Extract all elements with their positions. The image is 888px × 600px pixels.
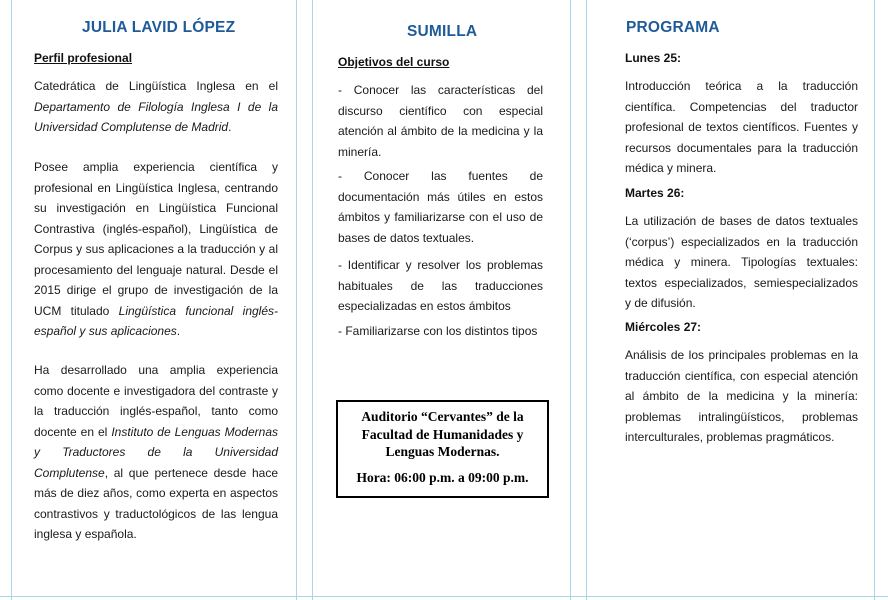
profile-panel [34, 0, 278, 600]
institute-name: Instituto de Lenguas Modernas y Traductores de la Universidad Complutense [34, 424, 278, 480]
fold-line-right [874, 0, 875, 600]
program-panel [625, 0, 858, 600]
text-span: Posee amplia experiencia científica y profesional en Lingüística Inglesa, centrando su investigación en Lingüística Funcional Contrastiva (inglés-español), Lingüística de Corpus y sus aplicaciones a la traducción y al procesamiento del lenguaje natural. Desde el 2015 dirige el grupo de investigación de la UCM titulado [34, 160, 278, 318]
program-day-title: Lunes 25: [625, 51, 682, 65]
profile-subheading: Perfil profesional [34, 51, 133, 65]
text-span: . [176, 324, 181, 338]
objectives-subheading: Objetivos del curso [338, 55, 450, 69]
program-heading: PROGRAMA [626, 19, 720, 36]
program-day-title: Martes 26: [625, 186, 685, 200]
fold-line-1a [296, 0, 297, 600]
summary-heading: SUMILLA [407, 23, 478, 40]
venue-text: Auditorio “Cervantes” de la Facultad de Humanidades y Lenguas Modernas. [361, 409, 524, 459]
objective-item: - Conocer las características del discurso científico con especial atención al ámbito de la medicina y la minería. [338, 83, 543, 159]
text-span: . [228, 120, 232, 134]
objective-item: - Familiarizarse con los distintos tipos [338, 324, 538, 338]
research-group-name: Lingüística funcional inglés-español y sus aplicaciones [34, 303, 278, 338]
profile-heading: JULIA LAVID LÓPEZ [82, 19, 236, 36]
fold-line-left [11, 0, 12, 600]
profile-paragraph-3 [34, 360, 278, 545]
text-span: Catedrática de Lingüística Inglesa en el [34, 79, 278, 93]
fold-line-2a [570, 0, 571, 600]
objective-item: - Conocer las fuentes de documentación más útiles en estos ámbitos y familiarizarse con el uso de bases de datos textuales. [338, 169, 543, 245]
profile-paragraph-2 [34, 157, 278, 342]
profile-paragraph-1 [34, 76, 278, 138]
fold-line-2b [586, 0, 587, 600]
program-day-title: Miércoles 27: [625, 320, 702, 334]
program-day-description: La utilización de bases de datos textuales (‘corpus’) especializados en la traducción médica y minera. Tipologías textuales: textos especializados, semiespecializados y de difusión. [625, 214, 858, 310]
venue-box [336, 400, 549, 498]
text-span: Ha desarrollado una amplia experiencia como docente e investigadora del contraste y la traducción inglés-español, tanto como docente en el [34, 363, 278, 439]
department-name: Departamento de Filología Inglesa I de la Universidad Complutense de Madrid [34, 99, 278, 134]
program-day-description: Introducción teórica a la traducción científica. Competencias del traductor profesional de textos científicos. Fuentes y recursos documentales para la traducción médica y minera. [625, 79, 858, 175]
fold-line-1b [312, 0, 313, 600]
venue-time: Hora: 06:00 p.m. a 09:00 p.m. [356, 469, 529, 485]
objective-item: - Identificar y resolver los problemas habituales de las traducciones especializadas en estos ámbitos [338, 258, 543, 313]
text-span: , al que pertenece desde hace más de diez años, como experta en aspectos contrastivos y traductológicos de las lengua inglesa y española. [34, 465, 278, 541]
program-day-description: Análisis de los principales problemas en la traducción científica, con especial atención al ámbito de la medicina y la minería: problemas intralingüísticos, problemas interculturales, problemas pragmáticos. [625, 348, 858, 444]
summary-panel [338, 0, 543, 600]
